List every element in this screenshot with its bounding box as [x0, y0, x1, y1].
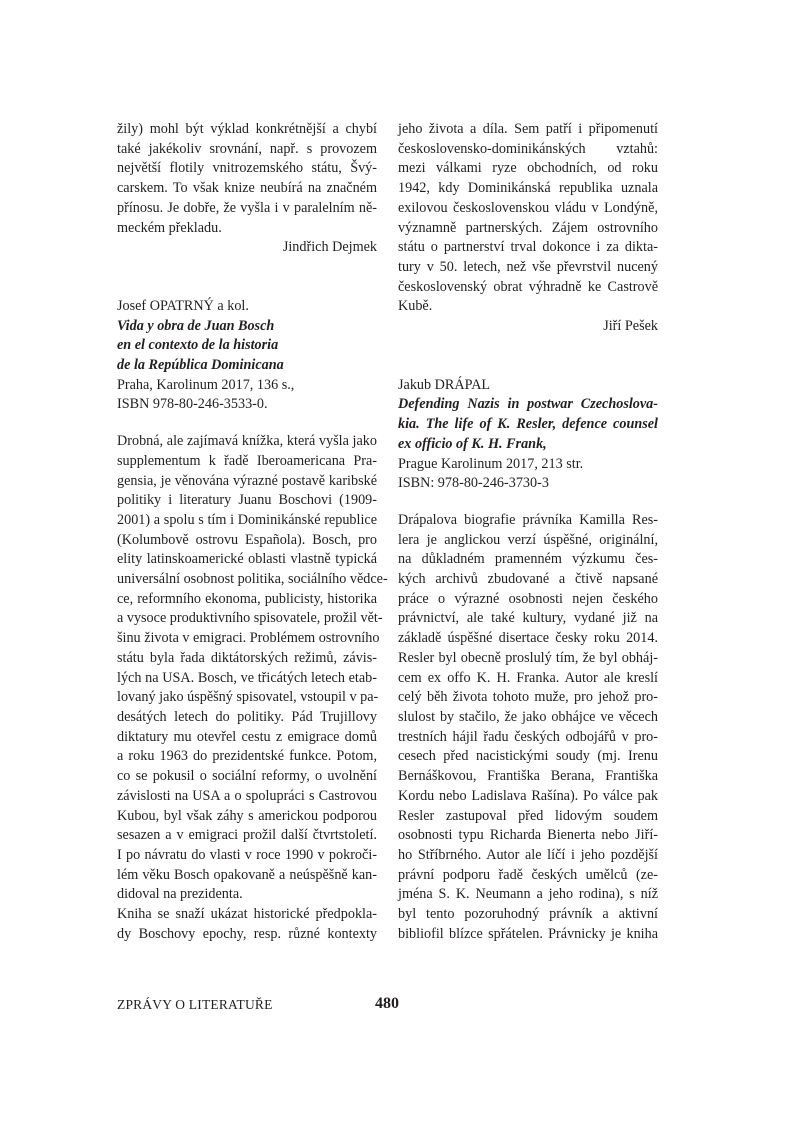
review-body-line: významně partnerských. Zájem ostrovního — [398, 219, 658, 236]
review-body-line: supplementum k řadě Iberoamericana Pra- — [117, 452, 377, 469]
review-body-line: elity latinskoamerické oblasti vlastně typická — [117, 551, 377, 568]
review-body-line: Drápalova biografie právníka Kamilla Res- — [398, 511, 658, 528]
review-title-line: kia. The life of K. Resler, defence counsel — [398, 416, 658, 433]
review-body-line: Resler zastupoval před lidovým soudem — [398, 807, 658, 824]
review-body-line: politiky i literatury Juanu Boschovi (1909- — [117, 492, 377, 509]
review-body-line: byl tento pozoruhodný právník a aktivní — [398, 906, 658, 923]
review-body-line: československý obrat výhradně ke Castrově — [398, 278, 658, 295]
review-body-line: bibliofil blízce spřátelen. Právnicky je kniha — [398, 925, 658, 942]
review-body-line: základě úspěšné disertace česky roku 2014. — [398, 630, 658, 647]
prev-review-signature: Jindřich Dejmek — [282, 239, 377, 256]
review-body-line: ho Stříbrného. Autor ale líčí i jeho pozdější — [398, 846, 658, 863]
review-body-line: 1942, kdy Dominikánská republika uznala — [398, 180, 658, 197]
review-body-line: exilovou československou vládu v Londýně, — [398, 199, 658, 216]
review-body-line: Drobná, ale zajímavá knížka, která vyšla jako — [117, 433, 377, 450]
review-body-line: cesech před nacistickými soudy (mj. Irenu — [398, 748, 658, 765]
review-isbn: ISBN 978-80-246-3533-0. — [117, 396, 268, 413]
review-body-line: didoval na prezidenta. — [117, 886, 243, 903]
review-body-line: lých na USA. Bosch, ve třicátých letech etab- — [117, 669, 377, 686]
review-body-line: dy Boschovy epochy, resp. různé kontexty — [117, 925, 377, 942]
review-isbn: ISBN: 978-80-246-3730-3 — [398, 475, 549, 492]
review-body-line: Bernáškovou, Františka Berana, Františka — [398, 768, 658, 785]
review-body-line: ce, reformního ekonoma, publicisty, historika — [117, 590, 377, 607]
review-body-line: celý běh života tohoto muže, pro jehož pro- — [398, 689, 658, 706]
review-body-line: lovaný jako úspěšný spisovatel, vstoupil v pa- — [117, 689, 379, 706]
review-body-line: československo-dominikánských vztahů: — [398, 140, 658, 157]
review-body-line: lém věku Bosch opakovaně a neúspěšně kan- — [117, 866, 377, 883]
review-body-line: jeho života a díla. Sem patří i připomenutí — [398, 121, 658, 137]
review-signature: Jiří Pešek — [603, 318, 658, 335]
review-body-line: 2001) a spolu s tím i Dominikánské republice — [117, 511, 377, 528]
review-body-line: universální osobnost politika, sociálního vědce- — [117, 571, 388, 588]
review-body-line: Kordu nebo Ladislava Rašína). Po válce pak — [398, 787, 658, 804]
review-body-line: desátých letech do politiky. Pád Trujillovy — [117, 708, 377, 725]
review-body-line: právní podporu řadě českých umělců (ze- — [398, 866, 658, 883]
review-author: Josef OPATRNÝ a kol. — [117, 297, 249, 314]
review-body-line: práce o výrazné osobnosti nejen českého — [398, 590, 658, 607]
review-body-line: šinu života v emigraci. Problémem ostrovního — [117, 630, 380, 647]
review-body-line: co se pokusil o sociální reformy, o uvolnění — [117, 768, 377, 785]
review-title-line: ex officio of K. H. Frank, — [398, 435, 547, 452]
review-title-line: de la República Dominicana — [117, 357, 284, 374]
prev-review-line: žily) mohl být výklad konkrétnější a chybí — [117, 121, 377, 137]
review-body-line: Resler byl obecně proslulý tím, že byl obháj- — [398, 649, 658, 666]
review-body-line: Kubou, byl však záhy s americkou podporou — [117, 807, 377, 824]
review-title-line: en el contexto de la historia — [117, 337, 279, 354]
review-body-line: tury v 50. letech, než vše převrstvil nucený — [398, 258, 658, 275]
prev-review-line: také jakékoliv srovnání, např. s provozem — [117, 140, 377, 157]
review-body-line: Kubě. — [398, 298, 433, 315]
review-title-line: Vida y obra de Juan Bosch — [117, 317, 275, 334]
page-number: 480 — [375, 995, 399, 1012]
review-body-line: právnictví, ale také kultury, vydané již na — [398, 610, 658, 627]
review-body-line: gensia, je věnována výrazné postavě karibské — [117, 472, 377, 489]
left-column — [117, 120, 388, 944]
review-publisher: Praha, Karolinum 2017, 136 s., — [117, 376, 295, 393]
review-body-line: mezi válkami ryze obchodních, od roku — [398, 160, 658, 177]
review-body-line: (Kolumbově ostrovu Española). Bosch, pro — [117, 531, 377, 548]
review-body-line: státu o partnerství trval dokonce i za dikta- — [398, 239, 658, 256]
review-body-line: státu byla řada diktátorských režimů, závis- — [117, 649, 377, 666]
review-body-line: I po návratu do vlasti v roce 1990 v pokroči- — [117, 846, 377, 863]
prev-review-line: carskem. To však knize neubírá na značném — [117, 180, 377, 197]
review-body-line: a vysoce produktivního spisovatele, prožil vět- — [117, 610, 383, 627]
prev-review-line: největší flotily vnitrozemského státu, Švý- — [117, 160, 377, 177]
review-body-line: Kniha se snaží ukázat historické předpokla- — [117, 906, 377, 923]
review-body-line: cem ex offo K. H. Franka. Autor ale kreslí — [398, 669, 658, 686]
review-author: Jakub DRÁPAL — [398, 376, 491, 393]
review-body-line: slulost by stačilo, že jako obhájce ve věcech — [398, 708, 658, 725]
review-body-line: jména S. K. Neumann a jeho rodina), s níž — [398, 886, 658, 903]
review-title-line: Defending Nazis in postwar Czechoslova- — [398, 396, 658, 413]
review-body-line: diktatury mu otevřel cestu z emigrace domů — [117, 728, 377, 745]
prev-review-line: přínosu. Je dobře, že vyšla i v paralelním ně- — [117, 199, 377, 216]
review-body-line: a roku 1963 do prezidentské funkce. Potom, — [117, 748, 377, 765]
review-body-line: osobnosti typu Richarda Bienerta nebo Jiří- — [398, 827, 658, 844]
review-publisher: Prague Karolinum 2017, 213 str. — [398, 455, 584, 472]
review-body-line: sesazen a v emigraci prožil další čtvrtstoletí. — [117, 827, 377, 844]
review-body-line: závislosti na USA a o spolupráci s Castrovou — [117, 787, 377, 804]
review-body-line: na důkladném pramenném výzkumu čes- — [398, 551, 658, 568]
review-body-line: trestních hájil řadu českých odbojářů v pro- — [398, 728, 658, 745]
prev-review-line: meckém překladu. — [117, 219, 222, 236]
review-body-line: kých archivů zbudované a čtivě napsané — [398, 571, 658, 588]
right-column — [398, 120, 658, 944]
journal-title: ZPRÁVY O LITERATUŘE — [117, 997, 273, 1012]
review-body-line: lera je anglickou verzí úspěšné, originální, — [398, 531, 658, 548]
